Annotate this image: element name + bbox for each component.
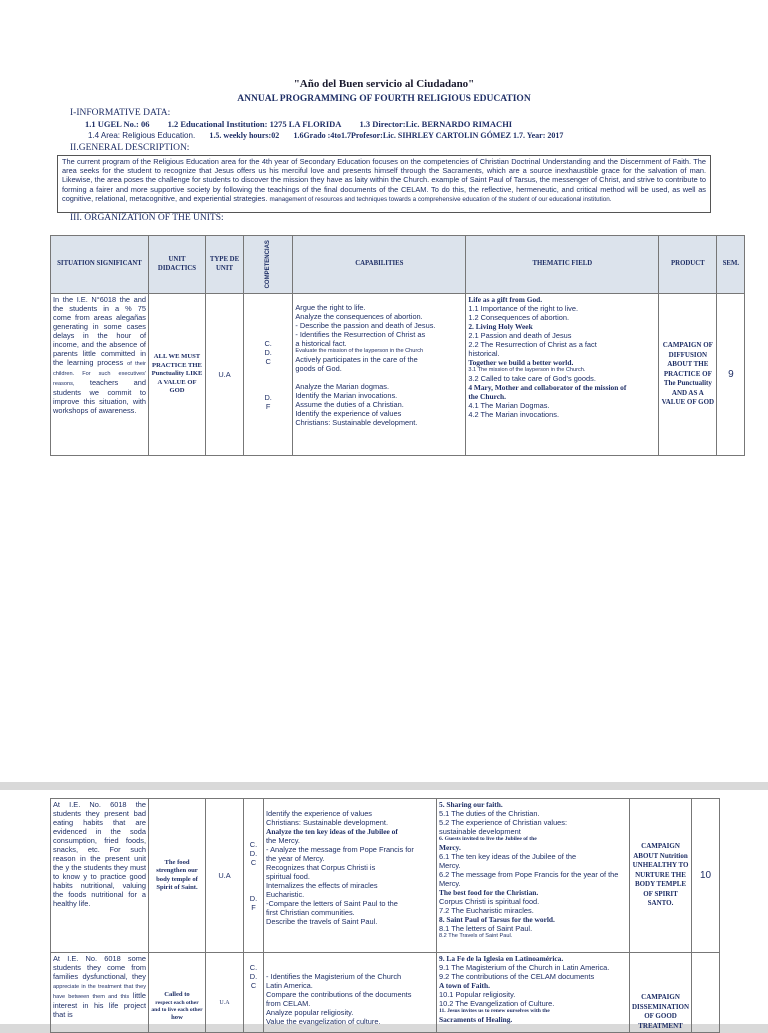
general-description-small: management of resources and techniques towards a comprehensive education of the student of our educational institution. bbox=[269, 195, 612, 203]
cell-line: - Describe the passion and death of Jesus. bbox=[295, 321, 436, 330]
header-situation: SITUATION SIGNIFICANT bbox=[51, 236, 149, 294]
cell-line: 9. La Fe de la Iglesia en Latinoamérica. bbox=[439, 954, 564, 963]
cell-line: 8.2 The Travels of Saint Paul. bbox=[439, 933, 513, 939]
header-type: TYPE DE UNIT bbox=[206, 236, 244, 294]
situation-cell: At I.E. No. 6018 some students they come from families dysfunctional, they appreciate in the treatment that they have between them and this little interest in his life project that is bbox=[51, 953, 149, 1033]
unit-cell: ALL WE MUST PRACTICE THE Punctuality LIKE A VALUE OF GOD bbox=[149, 294, 206, 456]
cell-line: Sacraments of Healing. bbox=[439, 1015, 513, 1024]
general-description-text: The current program of the Religious Education area for the 4th year of Secondary Education focuses on the competencies of Christian Doctrinal Understanding and the Discernment of Faith. The area seeks for the student to recognize that Jesus offers us his merciful love and presents himself through the Sacraments, which are a source inexhaustible grace for the salvation of man. Likewise, the area poses the challenge for students to discover the mission they have as laity within the Church. example of Saint Paul of Tarsus, the messenger of Christ, and strive to contribute to forming a fairer and more supportive society by following the teachings of the final documents of the CELAM. To do this, the reflective, hermeneutic, and critical method will be used, as well as cognitive, relational, metacognitive, and experiential strategies. bbox=[62, 157, 706, 203]
director: 1.3 Director:Lic. BERNARDO RIMACHI bbox=[359, 119, 513, 129]
header-competencies: COMPETENCIAS bbox=[244, 236, 293, 294]
sem-cell: 10 bbox=[692, 799, 720, 953]
cell-line: the Mercy. bbox=[266, 836, 300, 845]
cell-line: Identify the experience of values bbox=[266, 809, 372, 818]
cell-line bbox=[246, 375, 290, 384]
table-header-row bbox=[51, 236, 745, 294]
cell-line: A town of Faith. bbox=[439, 981, 490, 990]
table-row bbox=[51, 953, 720, 1033]
cell-line: 5.1 The duties of the Christian. bbox=[439, 809, 540, 818]
cell-line: Analyze the Marian dogmas. bbox=[295, 382, 390, 391]
unit-cell: The food strengthen our body temple of Spirit of Saint. bbox=[149, 799, 206, 953]
capabilities-cell bbox=[264, 953, 437, 1033]
section-organization: III. ORGANIZATION OF THE UNITS: bbox=[70, 213, 224, 223]
cell-line: 10.2 The Evangelization of Culture. bbox=[439, 999, 555, 1008]
cell-line: C bbox=[250, 857, 257, 867]
header-sem: SEM. bbox=[717, 236, 745, 294]
cell-line: 1.1 Importance of the right to live. bbox=[468, 304, 579, 313]
competency-codes bbox=[244, 799, 264, 953]
cell-line: 8.1 The letters of Saint Paul. bbox=[439, 924, 533, 933]
cell-line: 2.1 Passion and death of Jesus bbox=[468, 331, 572, 340]
capabilities-cell bbox=[264, 799, 437, 953]
cell-line: D. bbox=[249, 848, 258, 858]
cell-line: 9.2 The contributions of the CELAM documents bbox=[439, 972, 595, 981]
cell-line: D. bbox=[249, 893, 258, 903]
cell-line: Analyze the consequences of abortion. bbox=[295, 312, 423, 321]
header-capabilities: CAPABILITIES bbox=[293, 236, 466, 294]
cell-line: C bbox=[250, 981, 257, 990]
situation-cell: In the I.E. N°6018 the and the students in a % 75 come from areas alegañas generating in some cases delays in the hour of income, and the absence of parents little committed in the learning process of their children. For such executives' reasons, teachers and students we commit to improve this situation, with workshops of awareness. bbox=[51, 294, 149, 456]
thematic-cell bbox=[437, 953, 630, 1033]
cell-line: from CELAM. bbox=[266, 999, 311, 1008]
type-cell: U.A bbox=[206, 953, 244, 1033]
cell-line: -Compare the letters of Saint Paul to the bbox=[266, 899, 398, 908]
cell-line: Mercy. bbox=[439, 879, 461, 888]
cell-line: 3.2 Called to take care of God's goods. bbox=[468, 374, 596, 383]
cell-line: F bbox=[251, 902, 256, 912]
type-cell: U.A bbox=[206, 294, 244, 456]
cell-line: Argue the right to life. bbox=[295, 303, 366, 312]
weekly-hours: 1.5. weekly hours:02 bbox=[209, 131, 280, 140]
cell-line: - Identifies the Magisterium of the Church bbox=[266, 972, 402, 981]
table-row bbox=[51, 294, 745, 456]
cell-line: 6.1 The ten key ideas of the Jubilee of the bbox=[439, 852, 577, 861]
cell-line: Christians: Sustainable development. bbox=[266, 818, 389, 827]
section-informative-data: I-INFORMATIVE DATA: bbox=[70, 108, 171, 118]
cell-line: - Analyze the message from Pope Francis for bbox=[266, 845, 414, 854]
cell-line: 10.1 Popular religiosity. bbox=[439, 990, 516, 999]
cell-line: 7.2 The Eucharistic miracles. bbox=[439, 906, 534, 915]
cell-line: Actively participates in the care of the bbox=[295, 355, 418, 364]
cell-line bbox=[295, 373, 463, 382]
cell-line: 4.1 The Marian Dogmas. bbox=[468, 401, 550, 410]
cell-line: 5.2 The experience of Christian values: bbox=[439, 818, 568, 827]
cell-line: Analyze the ten key ideas of the Jubilee of bbox=[266, 827, 398, 836]
cell-line bbox=[266, 800, 434, 809]
sem-cell: 9 bbox=[717, 294, 745, 456]
competency-codes bbox=[244, 294, 293, 456]
cell-line: Internalizes the effects of miracles bbox=[266, 881, 378, 890]
cell-line: C bbox=[265, 356, 271, 366]
thematic-cell bbox=[466, 294, 659, 456]
cell-line: a historical fact. bbox=[295, 339, 347, 348]
cell-line: first Christian communities. bbox=[266, 908, 355, 917]
cell-line: 6.2 The message from Pope Francis for the year of the bbox=[439, 870, 619, 879]
cell-line: Assume the duties of a Christian. bbox=[295, 400, 404, 409]
informative-row-2 bbox=[88, 131, 563, 140]
cell-line: - Identifies the Resurrection of Christ as bbox=[295, 330, 426, 339]
cell-line: historical. bbox=[468, 349, 500, 358]
cell-line: Analyze popular religiosity. bbox=[266, 1008, 354, 1017]
institution: 1.2 Educational Institution: 1275 LA FLORIDA bbox=[167, 119, 342, 129]
document-page-2 bbox=[0, 790, 768, 1030]
area: 1.4 Area: Religious Education. bbox=[88, 131, 196, 140]
cell-line: C. bbox=[249, 839, 258, 849]
cell-line: F bbox=[265, 401, 271, 411]
product-cell: CAMPAIGN ABOUT Nutrition UNHEALTHY TO NURTURE THE BODY TEMPLE OF SPIRIT SANTO. bbox=[630, 799, 692, 953]
cell-line: Compare the contributions of the documents bbox=[266, 990, 412, 999]
cell-line: Eucharistic. bbox=[266, 890, 305, 899]
informative-row-1 bbox=[85, 119, 528, 129]
cell-line: 3.1 The mission of the layperson in the Church. bbox=[468, 367, 586, 373]
thematic-cell bbox=[437, 799, 630, 953]
units-table-continued bbox=[50, 798, 720, 1033]
section-general-description: II.GENERAL DESCRIPTION: bbox=[70, 143, 190, 153]
cell-line: Mercy. bbox=[439, 861, 461, 870]
cell-line bbox=[246, 867, 261, 876]
grade-teacher-year: 1.6Grado :4to1.7Profesor:Lic. SIHRLEY CARTOLIN GÓMEZ 1.7. Year: 2017 bbox=[293, 131, 564, 140]
cell-line: 4.2 The Marian invocations. bbox=[468, 410, 559, 419]
cell-line: goods of God. bbox=[295, 364, 342, 373]
cell-line: Latin America. bbox=[266, 981, 313, 990]
cell-line: sustainable development bbox=[439, 827, 521, 836]
cell-line: Recognizes that Corpus Christi is bbox=[266, 863, 376, 872]
cell-line: Together we build a better world. bbox=[468, 358, 574, 367]
header-thematic: THEMATIC FIELD bbox=[466, 236, 659, 294]
cell-line bbox=[266, 954, 434, 963]
cell-line: D. bbox=[264, 392, 272, 402]
cell-line bbox=[246, 366, 290, 375]
document-title: ANNUAL PROGRAMMING OF FOURTH RELIGIOUS EDUCATION bbox=[237, 94, 531, 104]
header-unit: UNIT DIDACTICS bbox=[149, 236, 206, 294]
cell-line: 4 Mary, Mother and collaborator of the mission of bbox=[468, 383, 627, 392]
cell-line: 2. Living Holy Week bbox=[468, 322, 533, 331]
cell-line: Life as a gift from God. bbox=[468, 295, 543, 304]
cell-line: 5. Sharing our faith. bbox=[439, 800, 503, 809]
cell-line: D. bbox=[264, 347, 272, 357]
cell-line: 6. Guests invited to live the Jubilee of the bbox=[439, 836, 537, 842]
cell-line: 8. Saint Paul of Tarsus for the world. bbox=[439, 915, 555, 924]
cell-line bbox=[266, 963, 434, 972]
cell-line: Mercy. bbox=[439, 843, 461, 852]
general-description-box bbox=[57, 155, 711, 213]
cell-line: Corpus Christi is spiritual food. bbox=[439, 897, 540, 906]
cell-line: the Church. bbox=[468, 392, 506, 401]
cell-line: 11. Jesus invites us to renew ourselves with the bbox=[439, 1008, 550, 1014]
cell-line: Identify the Marian invocations. bbox=[295, 391, 398, 400]
cell-line: Christians: Sustainable development. bbox=[295, 418, 418, 427]
motto: "Año del Buen servicio al Ciudadano" bbox=[293, 78, 475, 90]
cell-line bbox=[246, 384, 290, 393]
ugel: 1.1 UGEL No.: 06 bbox=[85, 119, 150, 129]
cell-line: Evaluate the mission of the layperson in the Church bbox=[295, 348, 424, 354]
cell-line: D. bbox=[249, 972, 258, 981]
cell-line: C. bbox=[264, 338, 272, 348]
cell-line: the year of Mercy. bbox=[266, 854, 325, 863]
cell-line: C. bbox=[249, 963, 258, 972]
product-cell: CAMPAIGN DISSEMINATION OF GOOD TREATMENT bbox=[630, 953, 692, 1033]
cell-line bbox=[246, 876, 261, 885]
unit-cell: Called to respect each other and to live each other how bbox=[149, 953, 206, 1033]
units-table bbox=[50, 235, 745, 456]
cell-line bbox=[246, 885, 261, 894]
situation-cell: At I.E. No. 6018 the students they present bad eating habits that are evidenced in the soda consumption, fried foods, snacks, etc. For such reason in the present unit the y the students they must to know y to practice good habits nutritional, valuing the foods nutritional for a healthy life. bbox=[51, 799, 149, 953]
sem-cell bbox=[692, 953, 720, 1033]
cell-line: 1.2 Consequences of abortion. bbox=[468, 313, 570, 322]
header-product: PRODUCT bbox=[659, 236, 717, 294]
cell-line: Identify the experience of values bbox=[295, 409, 402, 418]
product-cell: CAMPAIGN OF DIFFUSION ABOUT THE PRACTICE OF The Punctuality AND AS A VALUE OF GOD bbox=[659, 294, 717, 456]
competency-codes bbox=[244, 953, 264, 1033]
cell-line: 9.1 The Magisterium of the Church in Latin America. bbox=[439, 963, 610, 972]
table-row bbox=[51, 799, 720, 953]
cell-line: Value the evangelization of culture. bbox=[266, 1017, 381, 1026]
capabilities-cell bbox=[293, 294, 466, 456]
cell-line: Describe the travels of Saint Paul. bbox=[266, 917, 378, 926]
type-cell: U.A bbox=[206, 799, 244, 953]
cell-line: 2.2 The Resurrection of Christ as a fact bbox=[468, 340, 597, 349]
cell-line: spiritual food. bbox=[266, 872, 310, 881]
cell-line: The best food for the Christian. bbox=[439, 888, 539, 897]
